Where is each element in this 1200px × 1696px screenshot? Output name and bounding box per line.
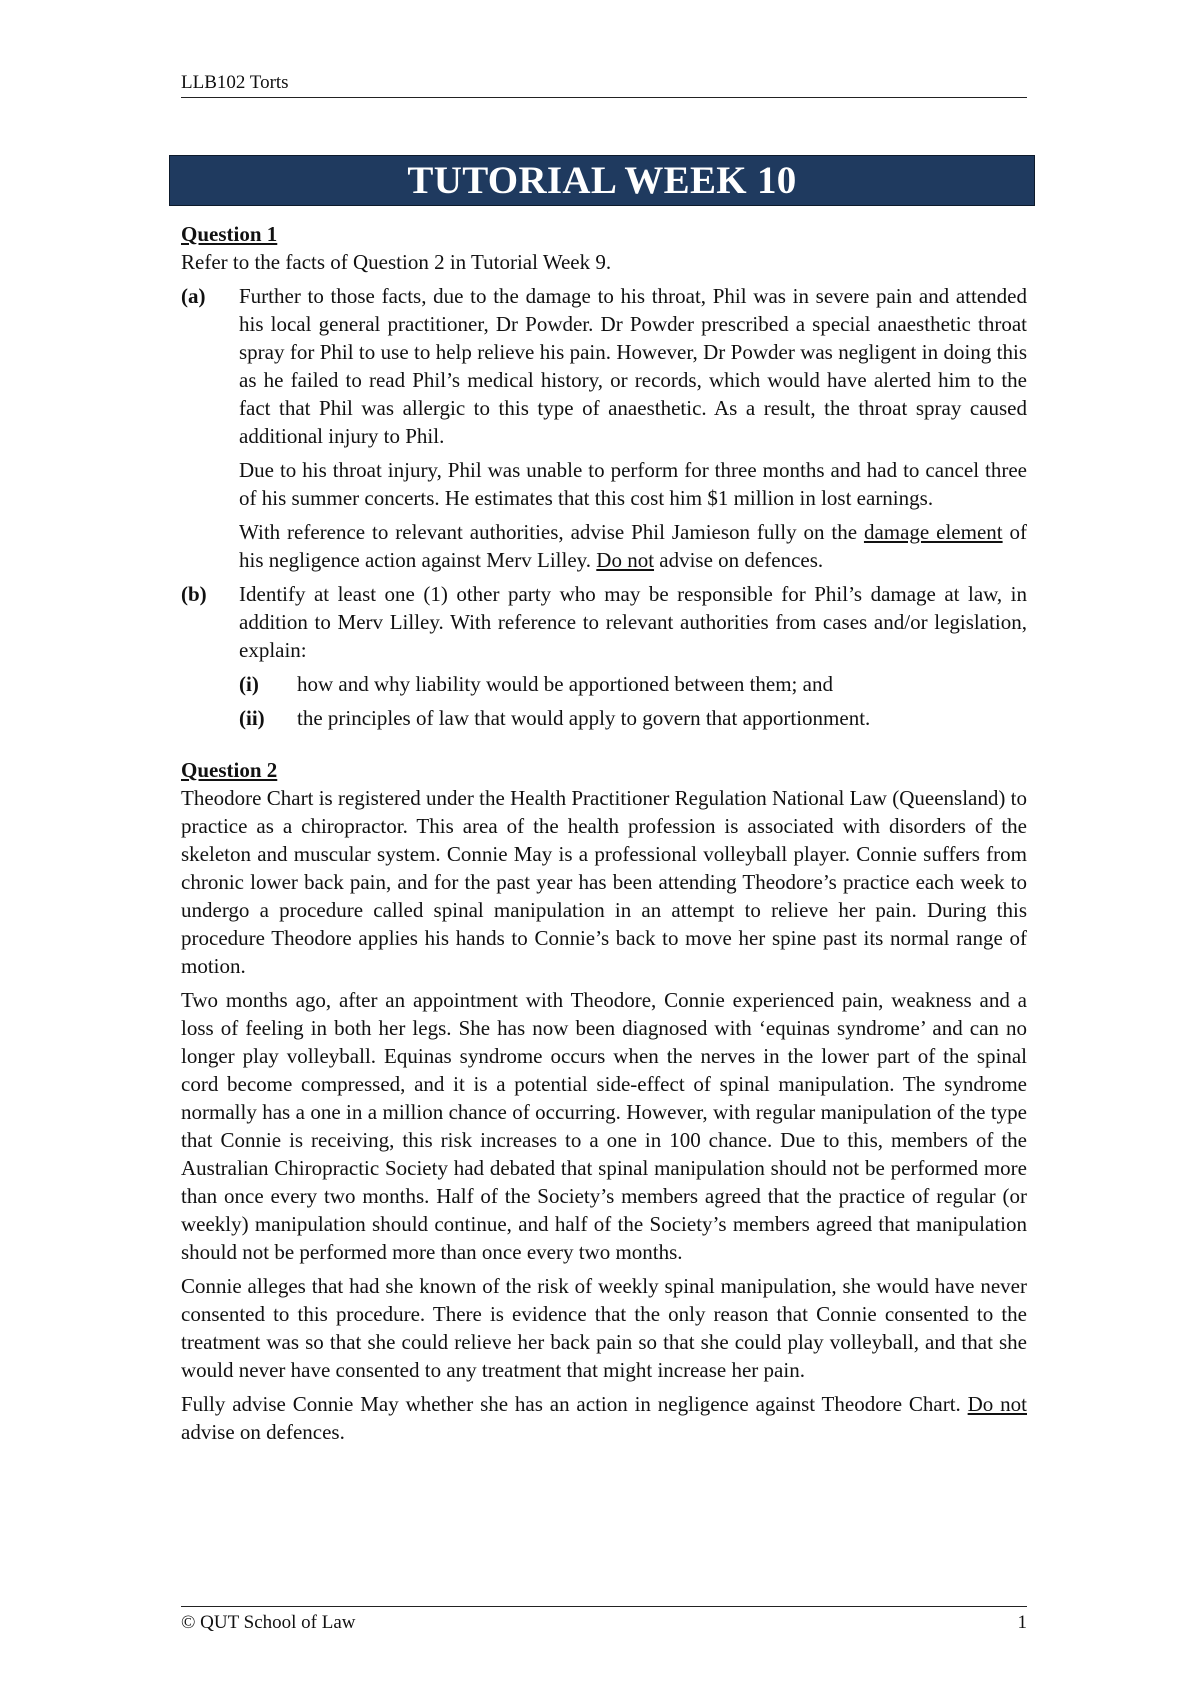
question-1b-item-ii-label: (ii) — [239, 706, 265, 730]
q1a-p3-underlined-damage-element: damage element — [863, 520, 1003, 544]
question-1b-item-ii — [239, 704, 1027, 732]
question-2-paragraph-4 — [181, 1390, 1027, 1446]
tutorial-title-banner: TUTORIAL WEEK 10 — [169, 155, 1035, 206]
q1a-p3-text-middle: of his negligence action against Merv Lilley. — [239, 520, 1028, 572]
question-1-intro: Refer to the facts of Question 2 in Tutorial Week 9. — [181, 250, 612, 274]
question-1a-paragraph-3 — [239, 518, 1027, 574]
q2-p4-text-start: Fully advise Connie May whether she has an action in negligence against Theodore Chart. — [181, 1392, 968, 1416]
question-1a-paragraph-2: Due to his throat injury, Phil was unable to perform for three months and had to cancel three of his summer concerts. He estimates that this cost him $1 million in lost earnings. — [239, 458, 1027, 510]
question-1a-paragraph-1: Further to those facts, due to the damage to his throat, Phil was in severe pain and attended his local general practitioner, Dr Powder. Dr Powder prescribed a special anaesthetic throat spray for Phil to use to help relieve his pain. However, Dr Powder was negligent in doing this as he failed to read Phil’s medical history, or records, which would have alerted him to the fact that Phil was allergic to this type of anaesthetic. As a result, the throat spray caused additional injury to Phil. — [239, 284, 1027, 448]
question-2-paragraph-3: Connie alleges that had she known of the risk of weekly spinal manipulation, she would have never consented to this procedure. There is evidence that the only reason that Connie consented to the treatment was so that she could relieve her back pain so that she could play volleyball, and that she would never have consented to any treatment that might increase her pain. — [181, 1274, 1027, 1382]
question-1-heading: Question 1 — [181, 222, 278, 246]
header-rule — [181, 97, 1027, 98]
question-1b-item-i-label: (i) — [239, 672, 259, 696]
question-2-paragraph-2: Two months ago, after an appointment with Theodore, Connie experienced pain, weakness and a loss of feeling in both her legs. She has now been diagnosed with ‘equinas syndrome’ and can no longer play volleyball. Equinas syndrome occurs when the nerves in the lower part of the spinal cord become compressed, and it is a potential side-effect of spinal manipulation. The syndrome normally has a one in a million chance of occurring. However, with regular manipulation of the type that Connie is receiving, this risk increases to a one in 100 chance. Due to this, members of the Australian Chiropractic Society had debated that spinal manipulation should not be performed more than once every two months. Half of the Society’s members agreed that the practice of regular (or weekly) manipulation should continue, and half of the Society’s members agreed that manipulation should not be performed more than once every two months. — [181, 988, 1027, 1264]
question-1b-paragraph-1: Identify at least one (1) other party who may be responsible for Phil’s damage at law, in addition to Merv Lilley. With reference to relevant authorities from cases and/or legislation, explain: — [239, 582, 1027, 662]
page-footer — [181, 1612, 1027, 1634]
question-1b-item-ii-text: the principles of law that would apply to govern that apportionment. — [297, 706, 871, 730]
question-1a — [181, 282, 1027, 574]
footer-copyright: © QUT School of Law — [181, 1612, 356, 1633]
footer-page-number: 1 — [1017, 1612, 1027, 1633]
question-1b — [181, 580, 1027, 738]
question-1b-label: (b) — [181, 582, 207, 606]
question-2-heading: Question 2 — [181, 758, 278, 782]
q1a-p3-text-start: With reference to relevant authorities, advise Phil Jamieson fully on the — [239, 520, 864, 544]
tutorial-content — [181, 220, 1027, 1446]
question-1b-item-i — [239, 670, 1027, 698]
q1a-p3-text-end: advise on defences. — [654, 548, 824, 572]
question-2-paragraph-1: Theodore Chart is registered under the Health Practitioner Regulation National Law (Queensland) to practice as a chiropractor. This area of the health profession is associated with disorders of the skeleton and muscular system. Connie May is a professional volleyball player. Connie suffers from chronic lower back pain, and for the past year has been attending Theodore’s practice each week to undergo a procedure called spinal manipulation in an attempt to relieve her pain. During this procedure Theodore applies his hands to Connie’s back to move her spine past its normal range of motion. — [181, 786, 1027, 978]
question-1a-label: (a) — [181, 284, 206, 308]
footer-rule — [181, 1606, 1027, 1607]
q2-p4-underlined-do-not: Do not — [967, 1392, 1027, 1416]
page-header: LLB102 Torts — [181, 72, 289, 93]
question-1b-item-i-text: how and why liability would be apportioned between them; and — [297, 672, 833, 696]
q2-p4-text-end: advise on defences. — [181, 1420, 345, 1444]
q1a-p3-underlined-do-not: Do not — [596, 548, 655, 572]
